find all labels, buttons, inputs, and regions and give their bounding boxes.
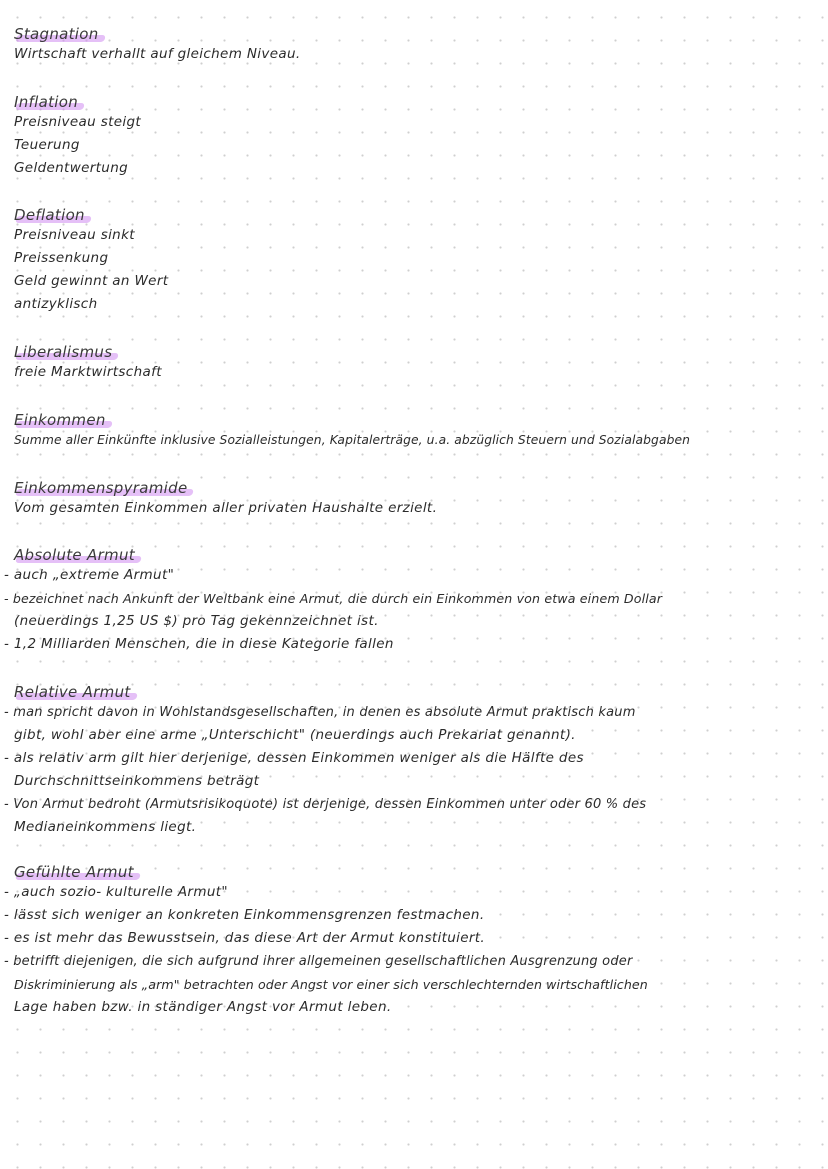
bullet-line: - betrifft diejenigen, die sich aufgrund ihrer allgemeinen gesellschaftlichen Ausgrenzung oder <box>4 954 633 969</box>
continuation-line: (neuerdings 1,25 US $) pro Tag gekennzeichnet ist. <box>14 613 379 629</box>
note-line: freie Marktwirtschaft <box>14 364 162 380</box>
section-gefuehlte-armut <box>0 862 820 1019</box>
heading-liberalismus: Liberalismus <box>14 343 113 361</box>
continuation-line: Medianeinkommens liegt. <box>14 819 197 835</box>
bullet-line: - es ist mehr das Bewusstsein, das diese Art der Armut konstituiert. <box>4 930 486 946</box>
note-line: Preisniveau sinkt <box>14 227 135 243</box>
heading-stagnation: Stagnation <box>14 25 99 43</box>
bullet-line: - lässt sich weniger an konkreten Einkommensgrenzen festmachen. <box>4 907 485 923</box>
section-einkommen <box>0 410 820 452</box>
heading-absolute-armut: Absolute Armut <box>14 546 135 564</box>
note-line: Preissenkung <box>14 250 109 266</box>
note-line: Wirtschaft verhallt auf gleichem Niveau. <box>14 46 301 62</box>
note-line: Preisniveau steigt <box>14 114 142 130</box>
bullet-line: - Von Armut bedroht (Armutsrisikoquote) ist derjenige, dessen Einkommen unter oder 60 % des <box>4 797 647 812</box>
note-line: Geldentwertung <box>14 160 129 176</box>
section-einkommenspyramide <box>0 478 820 520</box>
heading-inflation: Inflation <box>14 93 79 111</box>
note-line: Geld gewinnt an Wert <box>14 273 169 289</box>
section-liberalismus <box>0 342 820 384</box>
note-line: Summe aller Einkünfte inklusive Sozialleistungen, Kapitalerträge, u.a. abzüglich Steuern und Sozialabgaben <box>14 433 691 447</box>
section-relative-armut <box>0 682 820 839</box>
section-absolute-armut <box>0 545 820 656</box>
bullet-line: - als relativ arm gilt hier derjenige, dessen Einkommen weniger als die Hälfte des <box>4 750 584 766</box>
note-line: Vom gesamten Einkommen aller privaten Haushalte erzielt. <box>14 500 438 516</box>
section-stagnation <box>0 24 820 66</box>
note-line: antizyklisch <box>14 296 98 312</box>
bullet-line: - 1,2 Milliarden Menschen, die in diese Kategorie fallen <box>4 636 394 652</box>
heading-einkommenspyramide: Einkommenspyramide <box>14 479 188 497</box>
bullet-line: - bezeichnet nach Ankunft der Weltbank eine Armut, die durch ein Einkommen von etwa einem Dollar <box>4 591 663 606</box>
heading-einkommen: Einkommen <box>14 411 106 429</box>
note-line: Teuerung <box>14 137 80 153</box>
heading-deflation: Deflation <box>14 206 85 224</box>
section-deflation <box>0 205 820 316</box>
section-inflation <box>0 92 820 180</box>
continuation-line: gibt, wohl aber eine arme „Unterschicht" (neuerdings auch Prekariat genannt). <box>14 727 576 743</box>
heading-relative-armut: Relative Armut <box>14 683 131 701</box>
heading-gefuehlte-armut: Gefühlte Armut <box>14 863 134 881</box>
bullet-line: - auch „extreme Armut" <box>4 567 175 583</box>
continuation-line: Durchschnittseinkommens beträgt <box>14 773 260 789</box>
continuation-line: Diskriminierung als „arm" betrachten oder Angst vor einer sich verschlechternden wirtschaftlichen <box>14 977 648 992</box>
bullet-line: - man spricht davon in Wohlstandsgesellschaften, in denen es absolute Armut praktisch kaum <box>4 705 636 720</box>
continuation-line: Lage haben bzw. in ständiger Angst vor Armut leben. <box>14 999 392 1015</box>
bullet-line: - „auch sozio- kulturelle Armut" <box>4 884 228 900</box>
